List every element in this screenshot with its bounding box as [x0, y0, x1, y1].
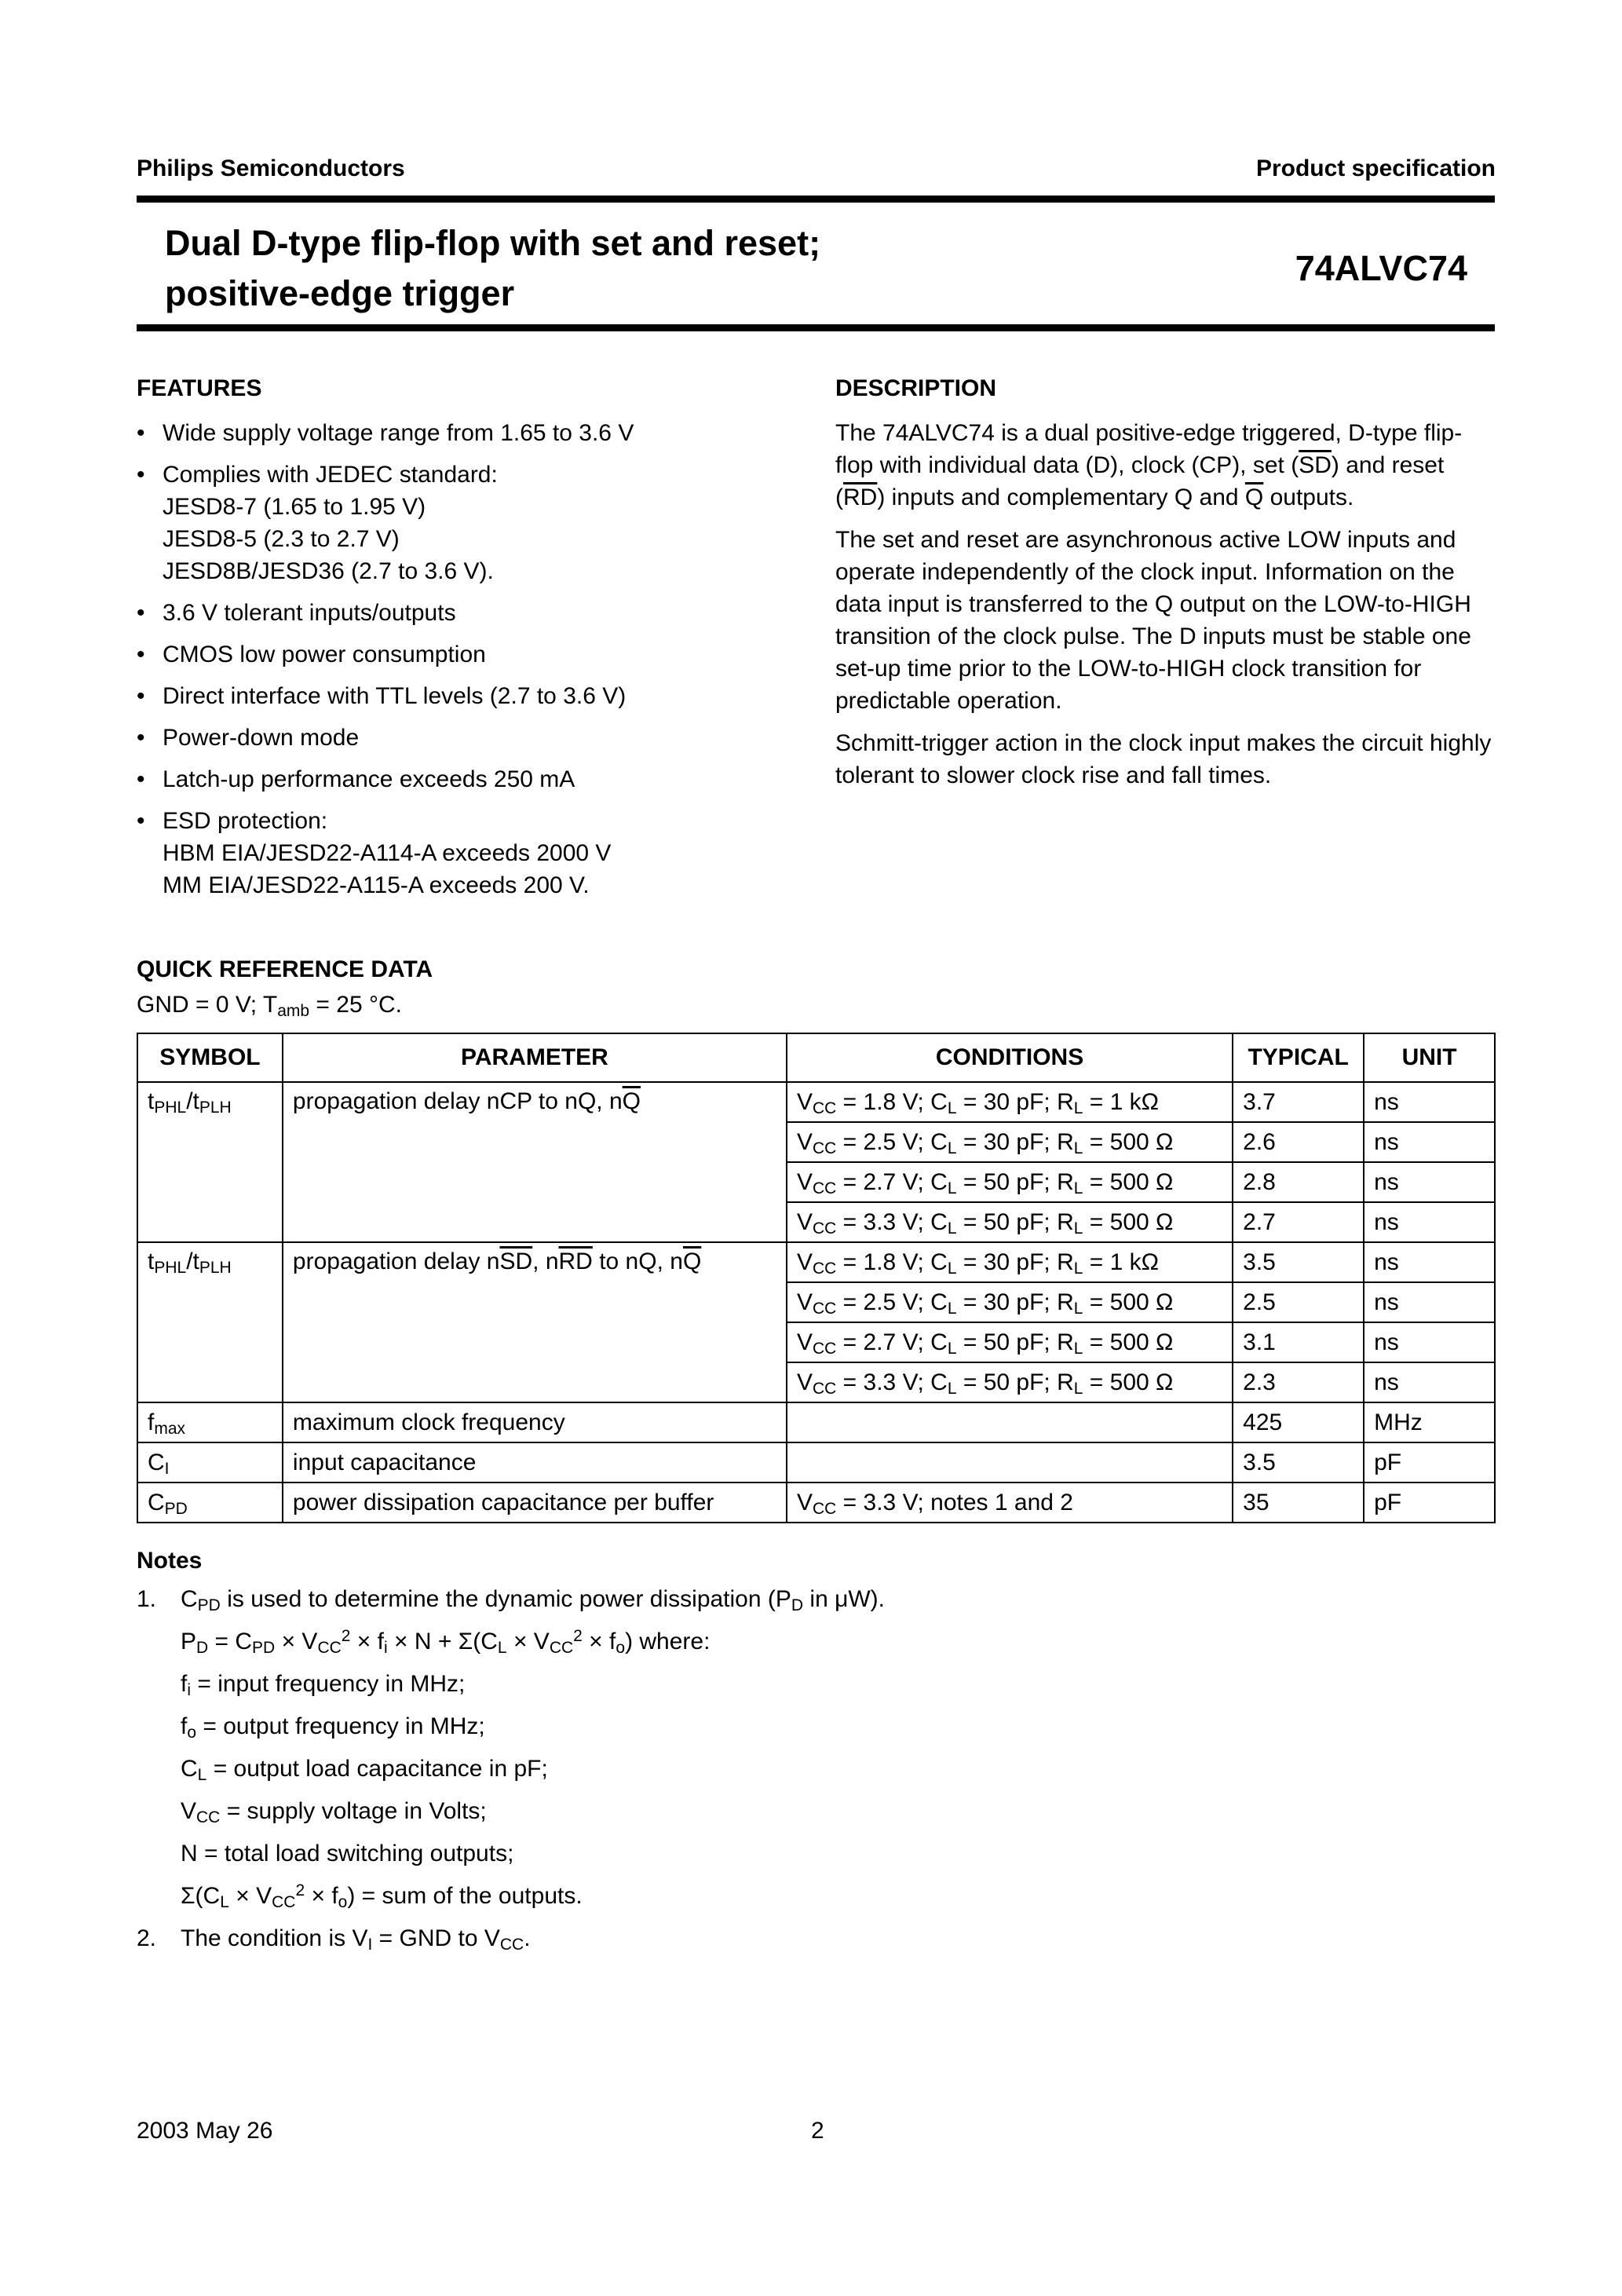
rl-value: 500 Ω [1109, 1208, 1174, 1235]
note-number: 1. [137, 1586, 157, 1612]
fo-def: = output frequency in MHz; [196, 1713, 485, 1739]
unit-cell: ns [1364, 1082, 1495, 1122]
unit-cell: ns [1364, 1122, 1495, 1162]
feature-item [137, 722, 780, 754]
typ-cell: 2.5 [1233, 1282, 1364, 1322]
typ-cell: 2.7 [1233, 1202, 1364, 1242]
param-cell [283, 1082, 787, 1242]
description-heading: DESCRIPTION [835, 375, 997, 401]
col-header: UNIT [1364, 1033, 1495, 1082]
feature-text: • Direct interface with TTL levels (2.7 to 3.6 V) [163, 683, 627, 709]
symbol-cell: $C_I$ [137, 1442, 283, 1483]
typ-cell: 3.7 [1233, 1082, 1364, 1122]
cond-cell: $V_{CC} = 3.3$ V; notes 1 and 2 [787, 1483, 1233, 1523]
col-header: SYMBOL [137, 1033, 283, 1082]
unit-cell: ns [1364, 1282, 1495, 1322]
title-line-2: positive-edge trigger [165, 273, 515, 313]
rl-value: 1 kΩ [1109, 1088, 1160, 1115]
vcc-value: 2.5 [863, 1128, 897, 1155]
g2-param-qbar: $\overline{Q}$ [682, 1249, 702, 1274]
vcc-value: 1.8 [863, 1249, 897, 1275]
feature-subline: HBM EIA/JESD22-A114-A exceeds 2000 V [163, 840, 612, 866]
typ-cell: 3.5 [1233, 1442, 1364, 1483]
vcc-value: 2.7 [863, 1329, 897, 1355]
feature-subline: JESD8B/JESD36 (2.7 to 3.6 V). [163, 558, 494, 584]
unit-cell: pF [1364, 1483, 1495, 1523]
vcc-value: 3.3 [863, 1369, 897, 1395]
feature-text: • ESD protection: [163, 808, 328, 834]
sum-def: ) = sum of the outputs. [347, 1883, 583, 1909]
title-line-1: Dual D-type flip-flop with set and reset; [165, 223, 821, 263]
typ-cell: 3.1 [1233, 1322, 1364, 1362]
description-paragraph-1 [835, 417, 1496, 514]
typ-cell: 35 [1233, 1483, 1364, 1523]
param-cell: maximum clock frequency [283, 1402, 787, 1442]
note1-text-b: in μW). [803, 1586, 886, 1612]
note1-text-a: is used to determine the dynamic power dissipation (P [220, 1586, 791, 1612]
rl-value: 500 Ω [1109, 1128, 1174, 1155]
feature-item [137, 638, 780, 671]
description-body [835, 417, 1496, 802]
vcc-def: = supply voltage in Volts; [220, 1798, 487, 1824]
symbol-cell: $C_{PD}$ [137, 1483, 283, 1523]
table-row [137, 1242, 1495, 1282]
feature-item [137, 680, 780, 712]
qrd-cond-sub: amb [277, 1002, 310, 1020]
cond-cell: $V_{CC} = 1.8$ V; $C_L = 30$ pF; $R_L = 1$ kΩ [787, 1082, 1233, 1122]
cl-value: 50 [983, 1329, 1010, 1355]
rl-value: 500 Ω [1109, 1168, 1174, 1195]
cond-cell: $V_{CC} = 3.3$ V; $C_L = 50$ pF; $R_L = 500$ Ω [787, 1362, 1233, 1402]
symbol-cell: $t_{PHL}/t_{PLH}$ [137, 1242, 283, 1402]
cond-cell [787, 1402, 1233, 1442]
vcc-value: 3.3 [863, 1489, 897, 1515]
unit-cell: pF [1364, 1442, 1495, 1483]
notes-section [137, 1544, 1236, 1960]
feature-text: • CMOS low power consumption [163, 642, 486, 667]
cl-value: 30 [983, 1088, 1010, 1115]
note-1: 1. $C_{PD}$ is used to determine the dynamic power dissipation ($P_D$ in μW). [137, 1578, 1236, 1621]
param-cell [283, 1242, 787, 1402]
vcc-value: 2.7 [863, 1168, 897, 1195]
col-header: PARAMETER [283, 1033, 787, 1082]
feature-item [137, 805, 780, 901]
typ-cell: 3.5 [1233, 1242, 1364, 1282]
col-header: TYPICAL [1233, 1033, 1364, 1082]
note-2: 2. The condition is $V_I$ = GND to $V_{CC}$. [137, 1918, 1236, 1960]
g2-param-rd: $\overline{RD}$ [558, 1249, 593, 1274]
rl-value: 500 Ω [1109, 1329, 1174, 1355]
desc-p1-a: The 74ALVC74 is a dual positive-edge triggered, D-type flip-flop with individual data (D), clock (CP), set ( [835, 420, 1463, 478]
cond-cell [787, 1442, 1233, 1483]
cl-value: 30 [983, 1249, 1010, 1275]
feature-subline: JESD8-7 (1.65 to 1.95 V) [163, 494, 426, 520]
notes-heading: Notes [137, 1548, 203, 1574]
unit-cell: ns [1364, 1242, 1495, 1282]
cond-cell: $V_{CC} = 2.7$ V; $C_L = 50$ pF; $R_L = 500$ Ω [787, 1162, 1233, 1202]
g2-param-c: to nQ, n [592, 1249, 683, 1274]
feature-subline: JESD8-5 (2.3 to 2.7 V) [163, 526, 400, 552]
feature-item [137, 417, 780, 449]
feature-item [137, 459, 780, 587]
desc-p1-d: outputs. [1263, 484, 1354, 510]
description-paragraph-3: Schmitt-trigger action in the clock input makes the circuit highly tolerant to slower clock rise and fall times. [835, 730, 1492, 788]
g2-param-b: , n [532, 1249, 559, 1274]
feature-text: • Wide supply voltage range from 1.65 to 3.6 V [163, 420, 634, 446]
qrd-conditions [137, 992, 402, 1018]
cond-cell: $V_{CC} = 2.5$ V; $C_L = 30$ pF; $R_L = 500$ Ω [787, 1122, 1233, 1162]
doc-type: Product specification [1255, 155, 1496, 181]
unit-cell: ns [1364, 1202, 1495, 1242]
table-row [137, 1082, 1495, 1122]
vcc-value: 1.8 [863, 1088, 897, 1115]
unit-cell: ns [1364, 1162, 1495, 1202]
cl-value: 30 [983, 1128, 1010, 1155]
feature-subline: MM EIA/JESD22-A115-A exceeds 200 V. [163, 872, 590, 898]
cond-cell: $V_{CC} = 3.3$ V; $C_L = 50$ pF; $R_L = 500$ Ω [787, 1202, 1233, 1242]
param-cell: input capacitance [283, 1442, 787, 1483]
cl-value: 50 [983, 1168, 1010, 1195]
table-row [137, 1402, 1495, 1442]
cpd-cond-rest: ; notes 1 and 2 [917, 1489, 1073, 1515]
cl-value: 30 [983, 1289, 1010, 1315]
cond-cell: $V_{CC} = 2.7$ V; $C_L = 50$ pF; $R_L = 500$ Ω [787, 1322, 1233, 1362]
title-rule [137, 324, 1495, 331]
typ-cell: 2.3 [1233, 1362, 1364, 1402]
quick-reference-table [137, 1033, 1496, 1523]
qrd-cond-b: = 25 °C. [309, 992, 402, 1018]
g2-param-sd: $\overline{SD}$ [499, 1249, 533, 1274]
unit-cell: ns [1364, 1322, 1495, 1362]
fi-def: = input frequency in MHz; [191, 1671, 466, 1697]
symbol-cell: $f_{max}$ [137, 1402, 283, 1442]
features-heading: FEATURES [137, 375, 262, 401]
feature-text: • Latch-up performance exceeds 250 mA [163, 766, 575, 792]
typ-cell: 2.8 [1233, 1162, 1364, 1202]
page-title [165, 218, 820, 319]
cl-def: = output load capacitance in pF; [206, 1756, 548, 1782]
page-number: 2 [811, 2118, 824, 2144]
note-cl: $C_L$ = output load capacitance in pF; [181, 1756, 548, 1784]
header-rule [137, 196, 1495, 203]
footer-date: 2003 May 26 [137, 2118, 273, 2144]
qrd-cond-a: GND = 0 V; T [137, 992, 278, 1018]
qrd-heading: QUICK REFERENCE DATA [137, 956, 433, 982]
g2-param-a: propagation delay n [292, 1249, 500, 1274]
note-fi: $f_i$ = input frequency in MHz; [181, 1671, 466, 1699]
note2-text-a: The condition is V [181, 1925, 368, 1951]
vcc-value: 2.5 [863, 1289, 897, 1315]
cond-cell: $V_{CC} = 2.5$ V; $C_L = 30$ pF; $R_L = 500$ Ω [787, 1282, 1233, 1322]
typ-cell: 425 [1233, 1402, 1364, 1442]
feature-text: • 3.6 V tolerant inputs/outputs [163, 600, 456, 626]
note-n: N = total load switching outputs; [181, 1841, 514, 1866]
g1-param-qbar: $\overline{Q}$ [622, 1088, 641, 1114]
note-vcc: $V_{CC}$ = supply voltage in Volts; [181, 1798, 487, 1826]
features-list [137, 417, 780, 911]
col-header: CONDITIONS [787, 1033, 1233, 1082]
param-cell: power dissipation capacitance per buffer [283, 1483, 787, 1523]
cl-value: 50 [983, 1369, 1010, 1395]
note-sum: $\Sigma(C_L \times V_{CC}^2 \times f_o)$ = sum of the outputs. [181, 1881, 583, 1911]
unit-cell: ns [1364, 1362, 1495, 1402]
description-paragraph-2: The set and reset are asynchronous active LOW inputs and operate independently of the clock input. Information on the data input is transferred to the Q output on the LOW-to-HIGH transition of the clock pulse. The D inputs must be stable one set-up time prior to the LOW-to-HIGH clock transition for predictable operation. [835, 527, 1471, 714]
note2-text-b: = GND to V [372, 1925, 500, 1951]
vcc-value: 3.3 [863, 1208, 897, 1235]
symbol-cell: $t_{PHL}/t_{PLH}$ [137, 1082, 283, 1242]
table-row [137, 1483, 1495, 1523]
typ-cell: 2.6 [1233, 1122, 1364, 1162]
feature-item [137, 763, 780, 795]
company-name: Philips Semiconductors [137, 155, 405, 181]
note-number: 2. [137, 1925, 157, 1951]
cond-cell: $V_{CC} = 1.8$ V; $C_L = 30$ pF; $R_L = 1$ kΩ [787, 1242, 1233, 1282]
desc-rd-signal: $\overline{RD}$ [843, 484, 878, 510]
note-formula: $P_D = C_{PD} \times V_{CC}^2 \times f_i \times N + \Sigma(C_L \times V_{CC}^2 \times f_o)$ where: [181, 1627, 711, 1657]
unit-cell: MHz [1364, 1402, 1495, 1442]
note-fo: $f_o$ = output frequency in MHz; [181, 1713, 485, 1742]
desc-p1-b: ) and reset ( [835, 452, 1445, 510]
cl-value: 50 [983, 1208, 1010, 1235]
part-number: 74ALVC74 [1295, 248, 1467, 288]
g1-param-text: propagation delay nCP to nQ, n [292, 1088, 623, 1114]
note2-text-c: . [524, 1925, 531, 1951]
table-row [137, 1442, 1495, 1483]
desc-qbar-signal: $\overline{Q}$ [1244, 484, 1264, 510]
table-header-row [137, 1033, 1495, 1082]
feature-text: • Complies with JEDEC standard: [163, 462, 498, 488]
feature-item [137, 597, 780, 629]
rl-value: 500 Ω [1109, 1369, 1174, 1395]
rl-value: 500 Ω [1109, 1289, 1174, 1315]
feature-text: • Power-down mode [163, 725, 360, 751]
desc-p1-c: ) inputs and complementary Q and [877, 484, 1245, 510]
rl-value: 1 kΩ [1109, 1249, 1160, 1275]
desc-sd-signal: $\overline{SD}$ [1299, 452, 1332, 478]
